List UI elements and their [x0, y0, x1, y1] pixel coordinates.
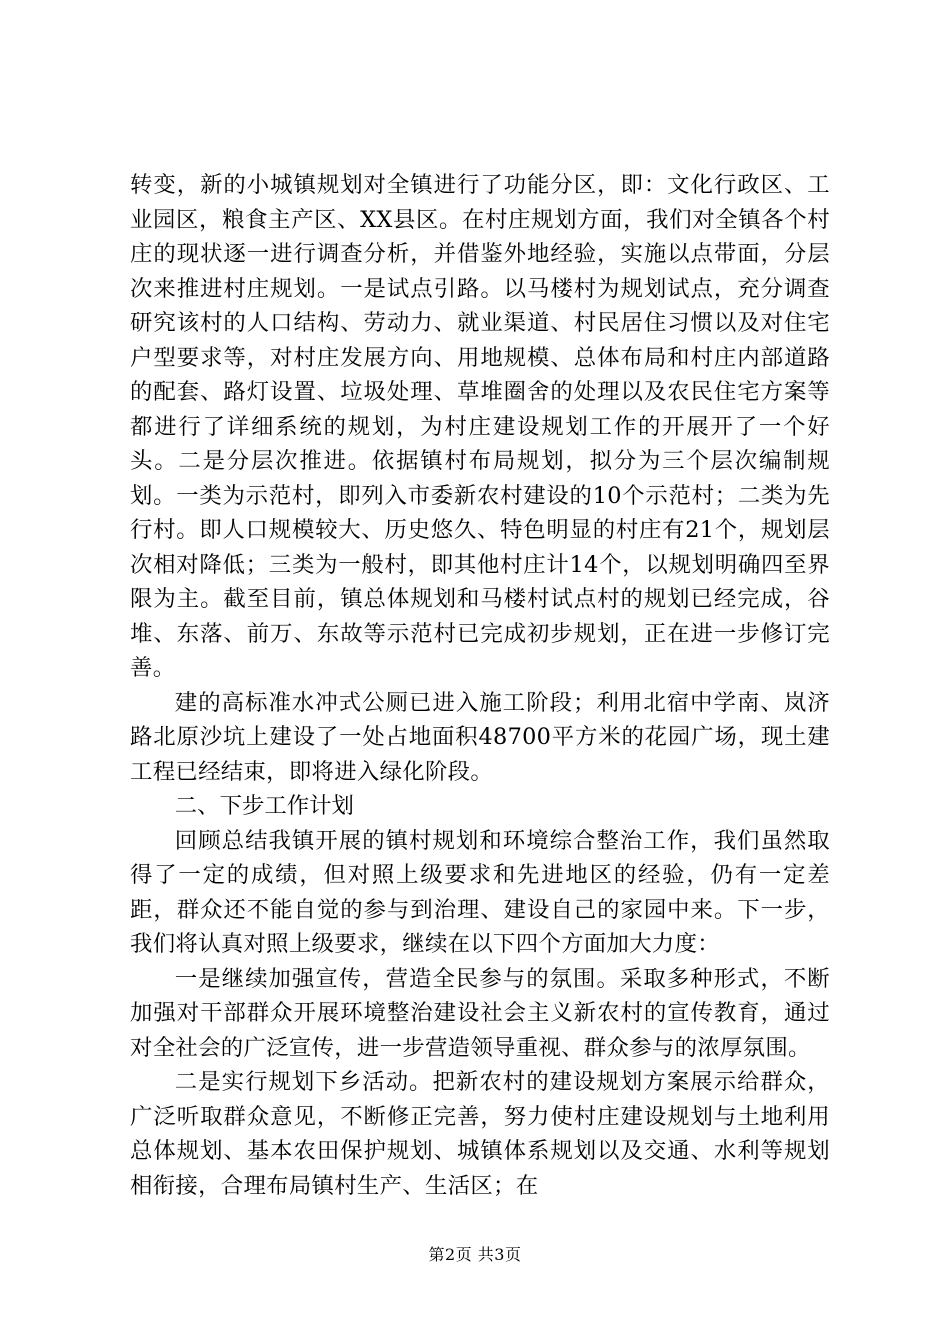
paragraph-publicity: 一是继续加强宣传，营造全民参与的氛围。采取多种形式，不断加强对干部群众开展环境整治建设社会主义新农村的宣传教育，通过对全社会的广泛宣传，进一步营造领导重视、群众参与的浓厚氛围。: [130, 965, 830, 1061]
paragraph-planning-overview: 转变，新的小城镇规划对全镇进行了功能分区，即：文化行政区、工业园区，粮食主产区、XX县区。在村庄规划方面，我们对全镇各个村庄的现状逐一进行调查分析，并借鉴外地经验，实施以点带面，分层次来推进村庄规划。一是试点引路。以马楼村为规划试点，充分调查研究该村的人口结构、劳动力、就业渠道、村民居住习惯以及对住宅户型要求等，对村庄发展方向、用地规模、总体布局和村庄内部道路的配套、路灯设置、垃圾处理、草堆圈舍的处理以及农民住宅方案等都进行了详细系统的规划，为村庄建设规划工作的开展开了一个好头。二是分层次推进。依据镇村布局规划，拟分为三个层次编制规划。一类为示范村，即列入市委新农村建设的10个示范村；二类为先行村。即人口规模较大、历史悠久、特色明显的村庄有21个，规划层次相对降低；三类为一般村，即其他村庄计14个，以规划明确四至界限为主。截至目前，镇总体规划和马楼村试点村的规划已经完成，谷堆、东落、前万、东故等示范村已完成初步规划，正在进一步修订完善。: [130, 172, 830, 681]
paragraph-review-summary: 回顾总结我镇开展的镇村规划和环境综合整治工作，我们虽然取得了一定的成绩，但对照上级要求和先进地区的经验，仍有一定差距，群众还不能自觉的参与到治理、建设自己的家园中来。下一步，我们将认真对照上级要求，继续在以下四个方面加大力度：: [130, 827, 830, 957]
paragraph-garden-square: 建的高标准水冲式公厕已进入施工阶段；利用北宿中学南、岚济路北原沙坑上建设了一处占地面积48700平方米的花园广场，现土建工程已经结束，即将进入绿化阶段。: [130, 689, 830, 785]
document-body: [130, 168, 830, 1203]
section-heading-next-steps: 二、下步工作计划: [174, 793, 354, 819]
page-number-footer: 第2页 共3页: [428, 1245, 522, 1264]
paragraph-planning-to-villages: 二是实行规划下乡活动。把新农村的建设规划方案展示给群众，广泛听取群众意见，不断修正完善，努力使村庄建设规划与土地利用总体规划、基本农田保护规划、城镇体系规划以及交通、水利等规划相衔接，合理布局镇村生产、生活区；在: [130, 1069, 830, 1199]
